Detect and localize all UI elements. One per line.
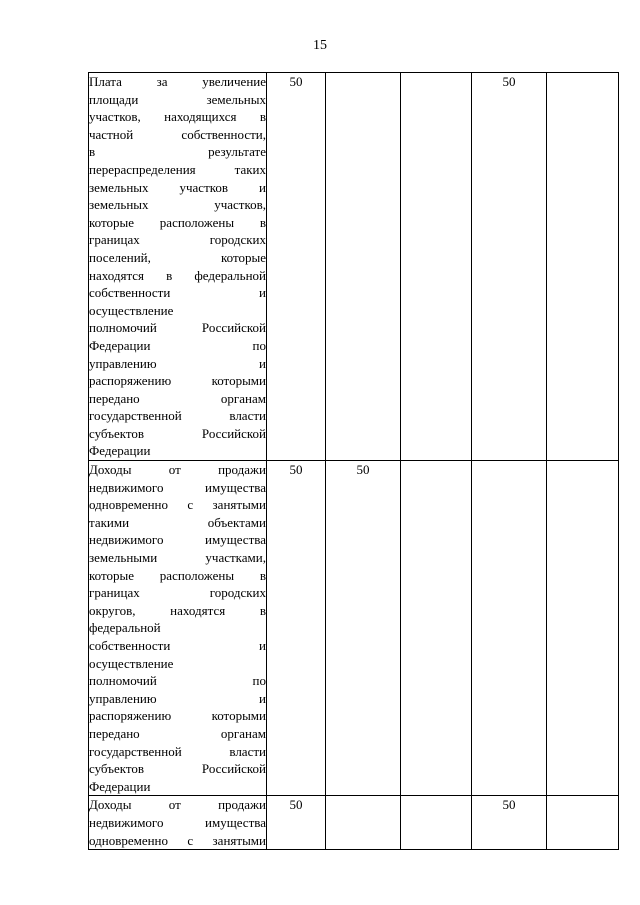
description-line: частной собственности,	[89, 126, 266, 142]
description-line: полномочий Российской	[89, 320, 266, 336]
description-line: перераспределения таких	[89, 161, 266, 177]
table-body	[89, 73, 619, 850]
description-line: поселений, которые	[89, 249, 266, 265]
description-line: собственности и	[89, 285, 266, 301]
description-line: распоряжению которыми	[89, 708, 266, 724]
description-line: округов, находятся в	[89, 602, 266, 618]
description-line: Доходы от продажи	[89, 797, 266, 813]
normative-value-cell: 50	[267, 796, 326, 850]
income-description-cell	[89, 461, 267, 796]
normative-value-cell: 50	[267, 73, 326, 461]
normative-value-cell	[547, 796, 619, 850]
description-line: земельных участков и	[89, 179, 266, 195]
page-number: 15	[313, 38, 327, 53]
description-line: федеральной	[89, 620, 161, 636]
description-line: Доходы от продажи	[89, 462, 266, 478]
normative-value-cell: 50	[472, 796, 547, 850]
normative-value-cell: 50	[267, 461, 326, 796]
description-line: участков, находящихся в	[89, 109, 266, 125]
income-description-cell	[89, 73, 267, 461]
description-line: управлению и	[89, 355, 266, 371]
description-line: находятся в федеральной	[89, 267, 266, 283]
description-line: недвижимого имущества	[89, 479, 266, 495]
normative-value-cell	[326, 73, 401, 461]
description-line: земельных участков,	[89, 197, 266, 213]
normative-value-cell	[547, 461, 619, 796]
description-line: границах городских	[89, 232, 266, 248]
table-row	[89, 796, 619, 850]
description-line: собственности и	[89, 638, 266, 653]
normative-value-cell	[547, 73, 619, 461]
description-line: полномочий по	[89, 673, 266, 689]
description-line: осуществление	[89, 655, 174, 671]
normative-value-cell	[401, 73, 472, 461]
description-line: недвижимого имущества	[89, 814, 266, 830]
normative-value-cell	[401, 796, 472, 850]
description-line: которые расположены в	[89, 567, 266, 583]
table-row	[89, 461, 619, 796]
description-line: площади земельных	[89, 91, 266, 107]
description-line: недвижимого имущества	[89, 532, 266, 548]
description-line: государственной власти	[89, 408, 266, 424]
description-line: которые расположены в	[89, 214, 266, 230]
description-line: такими объектами	[89, 514, 266, 530]
normative-value-cell	[472, 461, 547, 796]
description-line: передано органам	[89, 725, 266, 741]
revenue-table	[88, 72, 619, 850]
description-line: Федерации	[89, 778, 151, 794]
description-line: субъектов Российской	[89, 425, 266, 441]
description-line: одновременно с занятыми	[89, 497, 266, 513]
description-line: в результате	[89, 144, 266, 160]
description-line: осуществление	[89, 302, 174, 318]
normative-value-cell	[401, 461, 472, 796]
description-line: границах городских	[89, 585, 266, 601]
normative-value-cell	[326, 796, 401, 850]
description-line: Федерации по	[89, 337, 266, 353]
normative-value-cell: 50	[472, 73, 547, 461]
table-row	[89, 73, 619, 461]
description-line: государственной власти	[89, 743, 266, 759]
description-line: распоряжению которыми	[89, 373, 266, 389]
income-description-cell	[89, 796, 267, 850]
description-line: земельными участками,	[89, 550, 266, 566]
description-line: одновременно с занятыми	[89, 832, 266, 848]
description-line: Федерации	[89, 443, 151, 459]
description-line: управлению и	[89, 690, 266, 706]
description-line: субъектов Российской	[89, 761, 266, 777]
normative-value-cell: 50	[326, 461, 401, 796]
description-line: передано органам	[89, 390, 266, 406]
description-line: Плата за увеличение	[89, 74, 266, 89]
